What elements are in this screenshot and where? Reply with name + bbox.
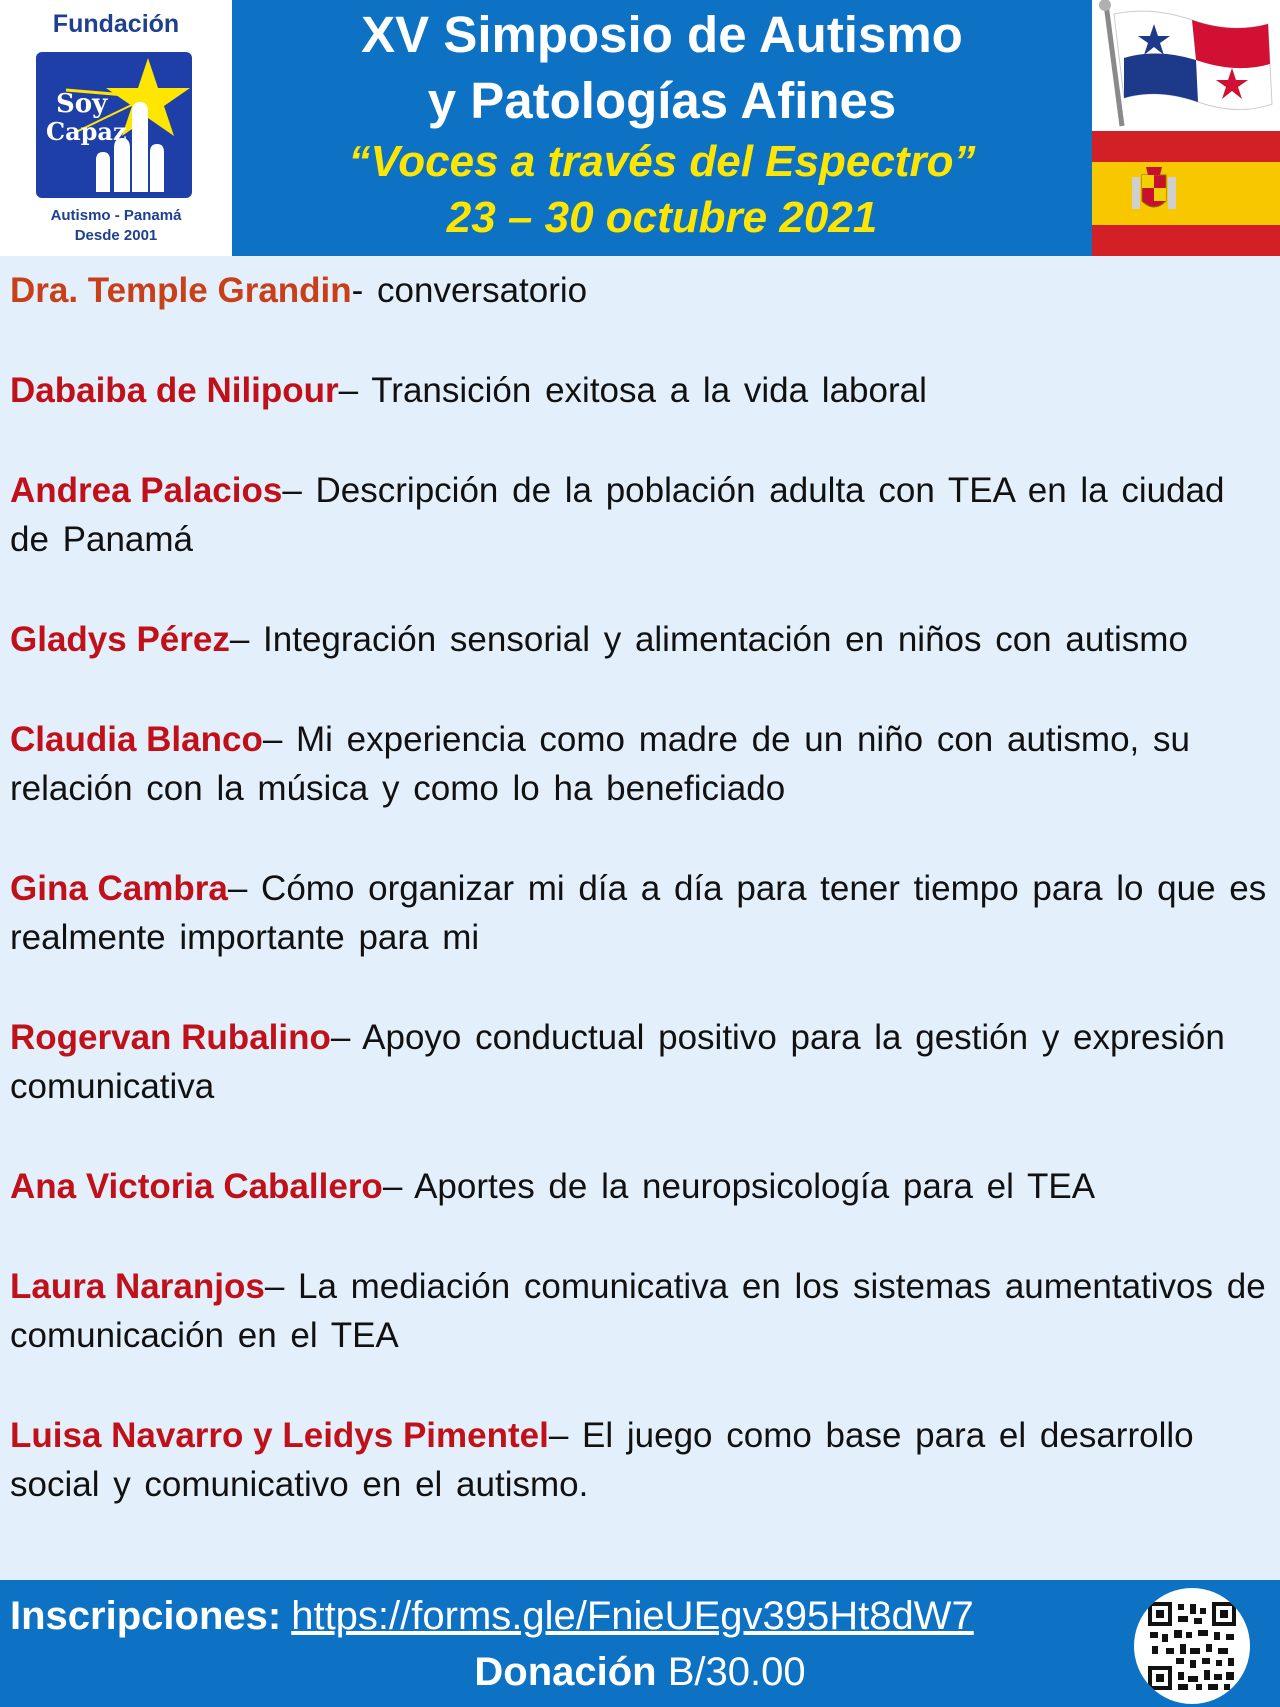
speaker-topic: - conversatorio	[351, 271, 588, 310]
logo-emblem-line2: Capaz	[46, 117, 127, 146]
speaker-name: Andrea Palacios	[10, 471, 283, 510]
speaker-topic: – El juego como base para el desarrollo social y comunicativo en el autismo.	[10, 1416, 1194, 1504]
speaker-topic: – Mi experiencia como madre de un niño con autismo, su relación con la música y como lo ha beneficiado	[10, 720, 1190, 808]
speaker-item	[10, 1262, 1272, 1360]
speaker-topic: – Transición exitosa a la vida laboral	[338, 371, 927, 410]
title-line-2: y Patologías Afines	[427, 72, 897, 129]
logo-bottom-text	[0, 206, 232, 246]
logo-top-text: Fundación	[52, 10, 180, 38]
speaker-name: Ana Victoria Caballero	[10, 1167, 383, 1206]
registration-link[interactable]: https://forms.gle/FnieUEgv395Ht8dW7	[291, 1594, 974, 1638]
title-line-1: XV Simposio de Autismo	[361, 6, 963, 63]
speaker-topic: – La mediación comunicativa en los sistemas aumentativos de comunicación en el TEA	[10, 1267, 1266, 1355]
speaker-name: Gina Cambra	[10, 869, 228, 908]
title-banner	[232, 0, 1092, 256]
speaker-name: Laura Naranjos	[10, 1267, 265, 1306]
logo-bottom-line2: Desde 2001	[74, 227, 158, 244]
speaker-list	[10, 266, 1272, 1560]
speaker-topic: – Cómo organizar mi día a día para tener tiempo para lo que es realmente importante para mi	[10, 869, 1267, 957]
donation-amount: B/30.00	[667, 1650, 806, 1694]
logo-bottom-line1: Autismo - Panamá	[50, 207, 182, 224]
speaker-name: Luisa Navarro y Leidys Pimentel	[10, 1416, 549, 1455]
speaker-item	[10, 715, 1272, 813]
speaker-item	[10, 466, 1272, 564]
speaker-name: Rogervan Rubalino	[10, 1018, 331, 1057]
speaker-name: Dra. Temple Grandin	[10, 271, 352, 310]
speaker-name: Gladys Pérez	[10, 620, 230, 659]
donation-label: Donación	[474, 1650, 657, 1694]
speaker-item	[10, 1013, 1272, 1111]
speaker-item	[10, 366, 1272, 415]
speaker-topic: – Aportes de la neuropsicología para el TEA	[382, 1167, 1096, 1206]
footer	[0, 1580, 1280, 1707]
flags	[1092, 0, 1280, 256]
speaker-item	[10, 266, 1272, 315]
logo-emblem	[36, 52, 192, 198]
header	[0, 0, 1280, 256]
registration	[10, 1594, 974, 1639]
speaker-item	[10, 615, 1272, 664]
qr-code-icon	[1148, 1602, 1236, 1690]
spain-flag-icon	[1092, 131, 1280, 256]
foundation-logo	[0, 0, 232, 256]
speaker-name: Claudia Blanco	[10, 720, 263, 759]
speaker-item	[10, 1162, 1272, 1211]
speaker-item	[10, 1411, 1272, 1509]
star-hand-icon	[36, 52, 192, 198]
event-dates: 23 – 30 octubre 2021	[446, 193, 878, 242]
logo-emblem-line1: Soy	[56, 89, 108, 119]
speaker-topic: – Descripción de la población adulta con TEA en la ciudad de Panamá	[10, 471, 1225, 559]
subtitle: “Voces a través del Espectro”	[348, 137, 976, 186]
donation	[0, 1650, 1280, 1695]
speaker-item	[10, 864, 1272, 962]
speaker-name: Dabaiba de Nilipour	[10, 371, 339, 410]
registration-label: Inscripciones:	[10, 1594, 282, 1638]
panama-flag-icon	[1092, 0, 1280, 131]
speaker-topic: – Integración sensorial y alimentación en niños con autismo	[229, 620, 1188, 659]
speaker-topic: – Apoyo conductual positivo para la gestión y expresión comunicativa	[10, 1018, 1225, 1106]
qr-code[interactable]	[1134, 1588, 1250, 1704]
